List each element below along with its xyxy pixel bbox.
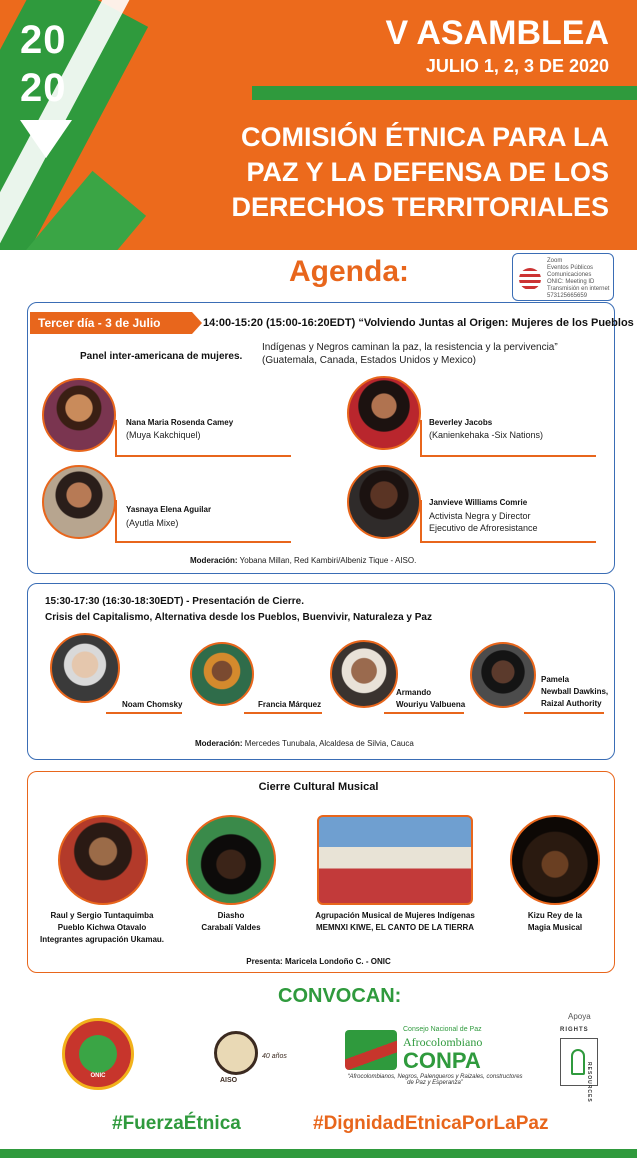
moderation-1 <box>190 556 416 565</box>
caption-line: Pueblo Kichwa Otavalo <box>57 923 147 932</box>
session2-subtitle: Crisis del Capitalismo, Alternativa desde los Pueblos, Buenvivir, Naturaleza y Paz <box>45 612 432 623</box>
badge-line: Eventos Públicos <box>547 265 594 271</box>
underline <box>244 712 322 714</box>
caption-line: Magia Musical <box>527 923 583 932</box>
speaker-name: Beverley Jacobs <box>429 418 493 427</box>
underline <box>384 712 464 714</box>
commission-line: DERECHOS TERRITORIALES <box>231 192 609 222</box>
connector-line <box>115 500 117 542</box>
name-line: Wouriyu Valbuena <box>396 700 466 709</box>
performer-caption <box>296 910 494 934</box>
presenta-text: Maricela Londoño C. - ONIC <box>284 957 391 966</box>
badge-line: Comunicaciones <box>547 272 592 278</box>
speaker-name: Noam Chomsky <box>122 700 183 709</box>
affiliation-line: Activista Negra y Director <box>429 511 531 521</box>
performer-caption <box>500 910 610 934</box>
session1-time: 14:00-15:20 (15:00-16:20EDT) <box>203 317 356 329</box>
hashtag-right: #DignidadEtnicaPorLaPaz <box>313 1113 549 1134</box>
aiso-logo-text: AISO <box>220 1077 238 1084</box>
speaker-affiliation: (Muya Kakchiquel) <box>126 430 201 440</box>
name-line: Armando <box>396 688 432 697</box>
speaker-photo <box>42 465 116 539</box>
green-divider <box>252 86 637 100</box>
panel-label: Panel inter-americana de mujeres. <box>80 351 243 362</box>
conpa-logo <box>345 1024 525 1094</box>
conpa-top-text: Consejo Nacional de Paz <box>403 1026 482 1033</box>
leaf-hand-icon <box>571 1049 585 1075</box>
badge-line: ONIC: Meeting ID <box>547 279 595 285</box>
moderation-label: Moderación: <box>190 556 238 565</box>
presenta <box>0 957 637 966</box>
underline <box>115 541 291 543</box>
session1-header <box>203 317 634 329</box>
underline <box>115 455 291 457</box>
onic-logo-text: ONIC <box>90 1073 106 1079</box>
speaker-affiliation: (Kanienkehaka -Six Nations) <box>429 430 544 440</box>
session2-time: 15:30-17:30 (16:30-18:30EDT) - Presentación de Cierre. <box>45 596 305 607</box>
performer-photo <box>186 815 276 905</box>
caption-line: Agrupación Musical de Mujeres Indígenas <box>315 911 475 920</box>
us-flag-icon <box>519 268 541 290</box>
badge-line: 573125665659 <box>547 293 588 299</box>
name-line: Raizal Authority <box>541 699 602 708</box>
stream-info-badge <box>512 253 614 301</box>
commission-title <box>139 120 609 225</box>
session3-title: Cierre Cultural Musical <box>258 781 379 793</box>
speaker-photo <box>347 465 421 539</box>
panel-desc-line: (Guatemala, Canada, Estados Unidos y Mexico) <box>262 355 476 366</box>
event-title: V ASAMBLEA <box>385 14 609 52</box>
rri-logo <box>558 1012 613 1103</box>
year-bottom: 20 <box>20 66 67 110</box>
conpa-mid-text: Afrocolombiano <box>403 1035 483 1049</box>
moderation-text: Yobana Millan, Red Kambiri/Albeniz Tique - AISO. <box>239 556 417 565</box>
moderation-text: Mercedes Tunubala, Alcaldesa de Silvia, Cauca <box>244 739 414 748</box>
conpa-flag-icon <box>345 1030 397 1070</box>
connector-line <box>115 420 117 456</box>
performer-photo <box>58 815 148 905</box>
speaker-name <box>396 687 465 711</box>
session1-title: “Volviendo Juntas al Origen: Mujeres de los Pueblos <box>358 317 634 329</box>
speaker-photo <box>190 642 254 706</box>
performer-caption <box>28 910 176 946</box>
hashtag-left: #FuerzaÉtnica <box>112 1113 241 1134</box>
header-banner <box>0 0 637 250</box>
commission-line: COMISIÓN ÉTNICA PARA LA <box>241 122 609 152</box>
commission-line: PAZ Y LA DEFENSA DE LOS <box>246 157 609 187</box>
underline <box>524 712 604 714</box>
aiso-logo <box>210 1025 306 1095</box>
underline <box>106 712 182 714</box>
performer-caption <box>176 910 286 934</box>
rri-frame <box>560 1038 598 1086</box>
day-tab: Tercer día - 3 de Julio <box>30 312 192 334</box>
performer-photo <box>510 815 600 905</box>
connector-line <box>420 500 422 542</box>
badge-line: Zoom <box>547 258 563 264</box>
speaker-photo <box>470 642 536 708</box>
caption-line: MEMNXI KIWE, EL CANTO DE LA TIERRA <box>315 923 475 932</box>
speaker-name: Janvieve Williams Comrie <box>429 498 528 507</box>
speaker-photo <box>50 633 120 703</box>
badge-line: Transmisión en internet <box>547 286 610 292</box>
speaker-photo <box>330 640 398 708</box>
apoya-label: Apoya <box>568 1012 591 1021</box>
group-photo <box>317 815 473 905</box>
speaker-name <box>541 674 608 710</box>
bottom-green-bar <box>0 1149 637 1158</box>
triangle-down-icon <box>20 120 72 158</box>
speaker-affiliation: (Ayutla Mixe) <box>126 518 179 528</box>
speaker-name: Francia Márquez <box>258 700 322 709</box>
conpa-main-text: CONPA <box>403 1048 481 1073</box>
underline <box>420 541 596 543</box>
panel-description <box>262 341 558 367</box>
panel-desc-line: Indígenas y Negros caminan la paz, la resistencia y la pervivencia” <box>262 342 558 353</box>
caption-line: Kizu Rey de la <box>527 911 583 920</box>
convocan-title: CONVOCAN: <box>278 985 402 1007</box>
caption-line: Carabalí Valdes <box>201 923 261 932</box>
event-dates: JULIO 1, 2, 3 DE 2020 <box>425 56 609 76</box>
name-line: Newball Dawkins, <box>541 687 609 696</box>
speaker-name: Yasnaya Elena Aguilar <box>126 505 212 514</box>
onic-logo <box>62 1018 134 1090</box>
conpa-tagline: “Afrocolombianos, Negros, Palenqueros y Raizales, constructores de Paz y Esperanza” <box>347 1074 523 1086</box>
aiso-years: 40 años <box>262 1053 287 1060</box>
moderation-label: Moderación: <box>195 739 243 748</box>
agenda-title: Agenda: <box>289 255 409 288</box>
rri-side-text: RESOURCES <box>586 1062 592 1103</box>
aiso-emblem <box>214 1031 258 1075</box>
presenta-label: Presenta: <box>246 957 283 966</box>
caption-line: Diasho <box>217 911 245 920</box>
caption-line: Raul y Sergio Tuntaquimba <box>50 911 154 920</box>
moderation-2 <box>195 739 414 748</box>
speaker-name: Nana Maria Rosenda Camey <box>126 418 234 427</box>
speaker-affiliation <box>429 510 579 534</box>
stream-info-text <box>547 258 611 300</box>
affiliation-line: Ejecutivo de Afroresistance <box>429 523 538 533</box>
rri-top-text: RIGHTS <box>560 1027 589 1033</box>
caption-line: Integrantes agrupación Ukamau. <box>39 935 165 944</box>
name-line: Pamela <box>541 675 570 684</box>
underline <box>420 455 596 457</box>
connector-line <box>420 420 422 456</box>
year-top: 20 <box>20 18 67 62</box>
speaker-photo <box>347 376 421 450</box>
onic-inner-circle <box>79 1035 117 1073</box>
speaker-photo <box>42 378 116 452</box>
